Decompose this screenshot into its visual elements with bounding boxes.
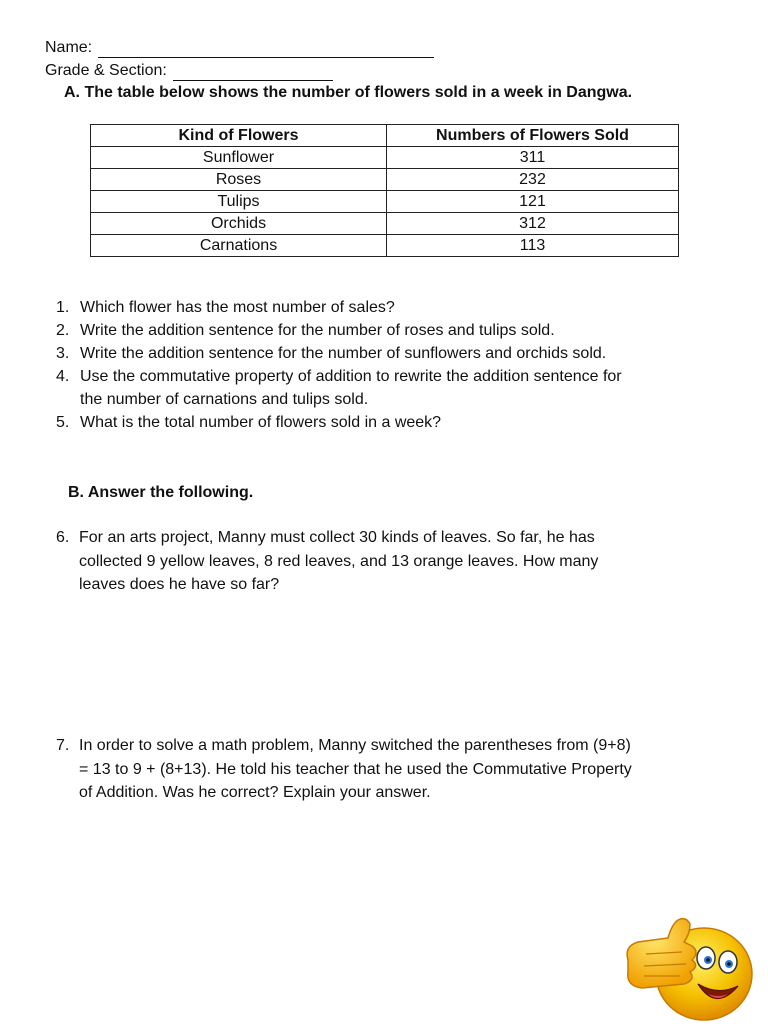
question-item [56,342,622,365]
grade-section-line [45,61,333,81]
flower-count-cell: 311 [387,147,679,169]
problem-line: = 13 to 9 + (8+13). He told his teacher that he used the Commutative Property [79,760,632,778]
table-row [91,213,679,235]
section-a-title: A. The table below shows the number of flowers sold in a week in Dangwa. [64,84,633,101]
flower-kind-cell: Carnations [91,235,387,257]
question-text-continued: the number of carnations and tulips sold. [80,391,369,408]
name-line [45,38,434,58]
table-row [91,147,679,169]
table-header-row [91,125,679,147]
flower-count-cell: 232 [387,169,679,191]
question-item [56,319,622,342]
section-b-title: B. Answer the following. [68,484,254,501]
problem-line: collected 9 yellow leaves, 8 red leaves, and 13 orange leaves. How many [79,552,599,570]
question-item [56,296,622,319]
column-header: Numbers of Flowers Sold [387,125,679,147]
thumbs-up-smiley-icon [620,912,754,1024]
section-a-questions [56,296,622,434]
column-header: Kind of Flowers [91,125,387,147]
question-text: What is the total number of flowers sold in a week? [80,414,442,431]
question-text: Use the commutative property of addition to rewrite the addition sentence for [80,368,622,385]
question-text: Which flower has the most number of sales? [80,299,395,316]
problem-line: of Addition. Was he correct? Explain your answer. [79,784,431,801]
problem-line: For an arts project, Manny must collect 30 kinds of leaves. So far, he has [79,529,595,546]
question-number: 1. [56,299,70,316]
problem-number: 7. [56,737,70,754]
table-row [91,191,679,213]
question-number: 2. [56,322,70,339]
word-problem-6 [56,526,736,597]
problem-line: In order to solve a math problem, Manny switched the parentheses from (9+8) [79,737,631,754]
flower-kind-cell: Sunflower [91,147,387,169]
word-problem-7 [56,734,736,805]
name-label: Name: [45,39,93,56]
grade-section-label: Grade & Section: [45,62,167,79]
grade-section-blank[interactable] [173,65,333,81]
problem-line: leaves does he have so far? [79,576,280,593]
table-row [91,235,679,257]
flower-count-cell: 312 [387,213,679,235]
question-number: 5. [56,414,70,431]
flower-count-cell: 113 [387,235,679,257]
name-blank[interactable] [98,42,434,58]
flower-count-cell: 121 [387,191,679,213]
flowers-table [90,124,679,257]
question-text: Write the addition sentence for the number of sunflowers and orchids sold. [80,345,607,362]
question-text: Write the addition sentence for the number of roses and tulips sold. [80,322,555,339]
question-item [56,365,622,411]
problem-number: 6. [56,529,70,546]
question-number: 4. [56,368,70,385]
flower-kind-cell: Tulips [91,191,387,213]
flower-kind-cell: Roses [91,169,387,191]
question-number: 3. [56,345,70,362]
question-item [56,411,622,434]
flower-kind-cell: Orchids [91,213,387,235]
table-row [91,169,679,191]
